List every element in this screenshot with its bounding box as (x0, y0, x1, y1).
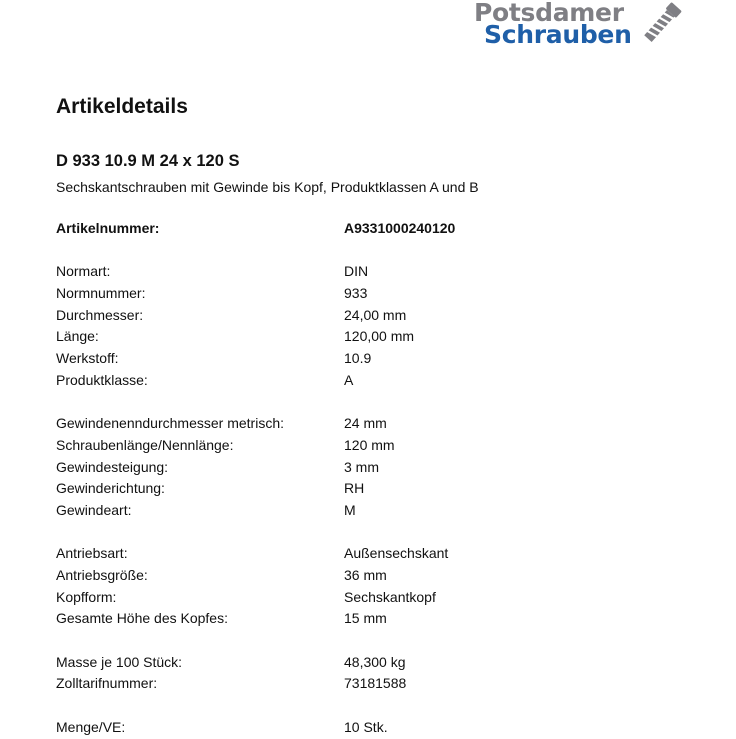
logo-text-schrauben: Schrauben (484, 20, 632, 49)
article-description: Sechskantschrauben mit Gewinde bis Kopf, Produktklassen A und B (56, 179, 479, 195)
detail-row-schraubenlaenge (56, 435, 696, 457)
detail-row-zolltarifnummer (56, 673, 696, 695)
detail-label: Gesamte Höhe des Kopfes: (56, 610, 228, 627)
detail-row-normnummer (56, 283, 696, 305)
spacer (56, 392, 696, 414)
detail-value: 10 Stk. (344, 718, 388, 735)
article-number-label: Artikelnummer: (56, 220, 160, 236)
detail-row-laenge (56, 326, 696, 348)
detail-label: Masse je 100 Stück: (56, 653, 183, 670)
detail-label: Gewinderichtung: (56, 480, 165, 497)
detail-value: A (344, 371, 354, 388)
detail-value: 933 (344, 285, 368, 302)
detail-row-werkstoff (56, 348, 696, 370)
detail-row-masse (56, 652, 696, 674)
detail-label: Durchmesser: (56, 306, 144, 323)
detail-label: Werkstoff: (56, 350, 119, 367)
page-title: Artikeldetails (56, 95, 188, 118)
detail-row-gewindesteigung (56, 457, 696, 479)
detail-row-gewindeart (56, 500, 696, 522)
spacer (56, 522, 696, 544)
detail-label: Normnummer: (56, 285, 146, 302)
article-number-value: A9331000240120 (344, 220, 456, 236)
detail-label: Schraubenlänge/Nennlänge: (56, 436, 234, 453)
detail-value: Außensechskant (344, 545, 449, 562)
detail-label: Kopfform: (56, 588, 117, 605)
detail-label: Gewindesteigung: (56, 458, 169, 475)
article-details-table (56, 218, 696, 739)
detail-row-antriebsart (56, 543, 696, 565)
detail-row-normart (56, 261, 696, 283)
detail-value: Sechskantkopf (344, 588, 436, 605)
detail-label: Antriebsart: (56, 545, 128, 562)
article-number-row (56, 218, 696, 240)
logo-text-potsdamer: Potsdamer (474, 0, 624, 27)
detail-row-menge-ve (56, 717, 696, 739)
detail-label: Länge: (56, 328, 99, 345)
detail-label: Gewindeart: (56, 501, 132, 518)
spacer (56, 240, 696, 262)
detail-label: Normart: (56, 263, 111, 280)
spacer (56, 695, 696, 717)
detail-value: 36 mm (344, 567, 387, 583)
detail-value: 15 mm (344, 610, 387, 627)
detail-value: 73181588 (344, 675, 407, 692)
detail-value: 48,300 kg (344, 653, 406, 670)
detail-row-gewindenenndurchmesser (56, 413, 696, 435)
detail-row-gewinderichtung (56, 478, 696, 500)
detail-value: 10.9 (344, 350, 372, 367)
detail-value: 24 mm (344, 415, 387, 432)
detail-label: Menge/VE: (56, 718, 126, 735)
detail-value: 120 mm (344, 436, 395, 453)
detail-value: 24,00 mm (344, 306, 407, 323)
detail-value: 3 mm (344, 458, 379, 475)
detail-row-durchmesser (56, 305, 696, 327)
detail-value: DIN (344, 263, 369, 280)
detail-value: M (344, 501, 356, 518)
detail-label: Gewindenenndurchmesser metrisch: (56, 415, 284, 432)
detail-row-kopfhoehe (56, 608, 696, 630)
detail-value: RH (344, 480, 365, 497)
logo (470, 0, 684, 54)
screw-icon (640, 0, 684, 46)
detail-row-produktklasse (56, 370, 696, 392)
detail-value: 120,00 mm (344, 328, 415, 345)
detail-row-antriebsgroesse (56, 565, 696, 587)
spacer (56, 630, 696, 652)
detail-row-kopfform (56, 587, 696, 609)
detail-label: Antriebsgröße: (56, 567, 148, 583)
detail-label: Produktklasse: (56, 371, 148, 388)
article-code: D 933 10.9 M 24 x 120 S (56, 152, 240, 170)
detail-label: Zolltarifnummer: (56, 675, 158, 692)
